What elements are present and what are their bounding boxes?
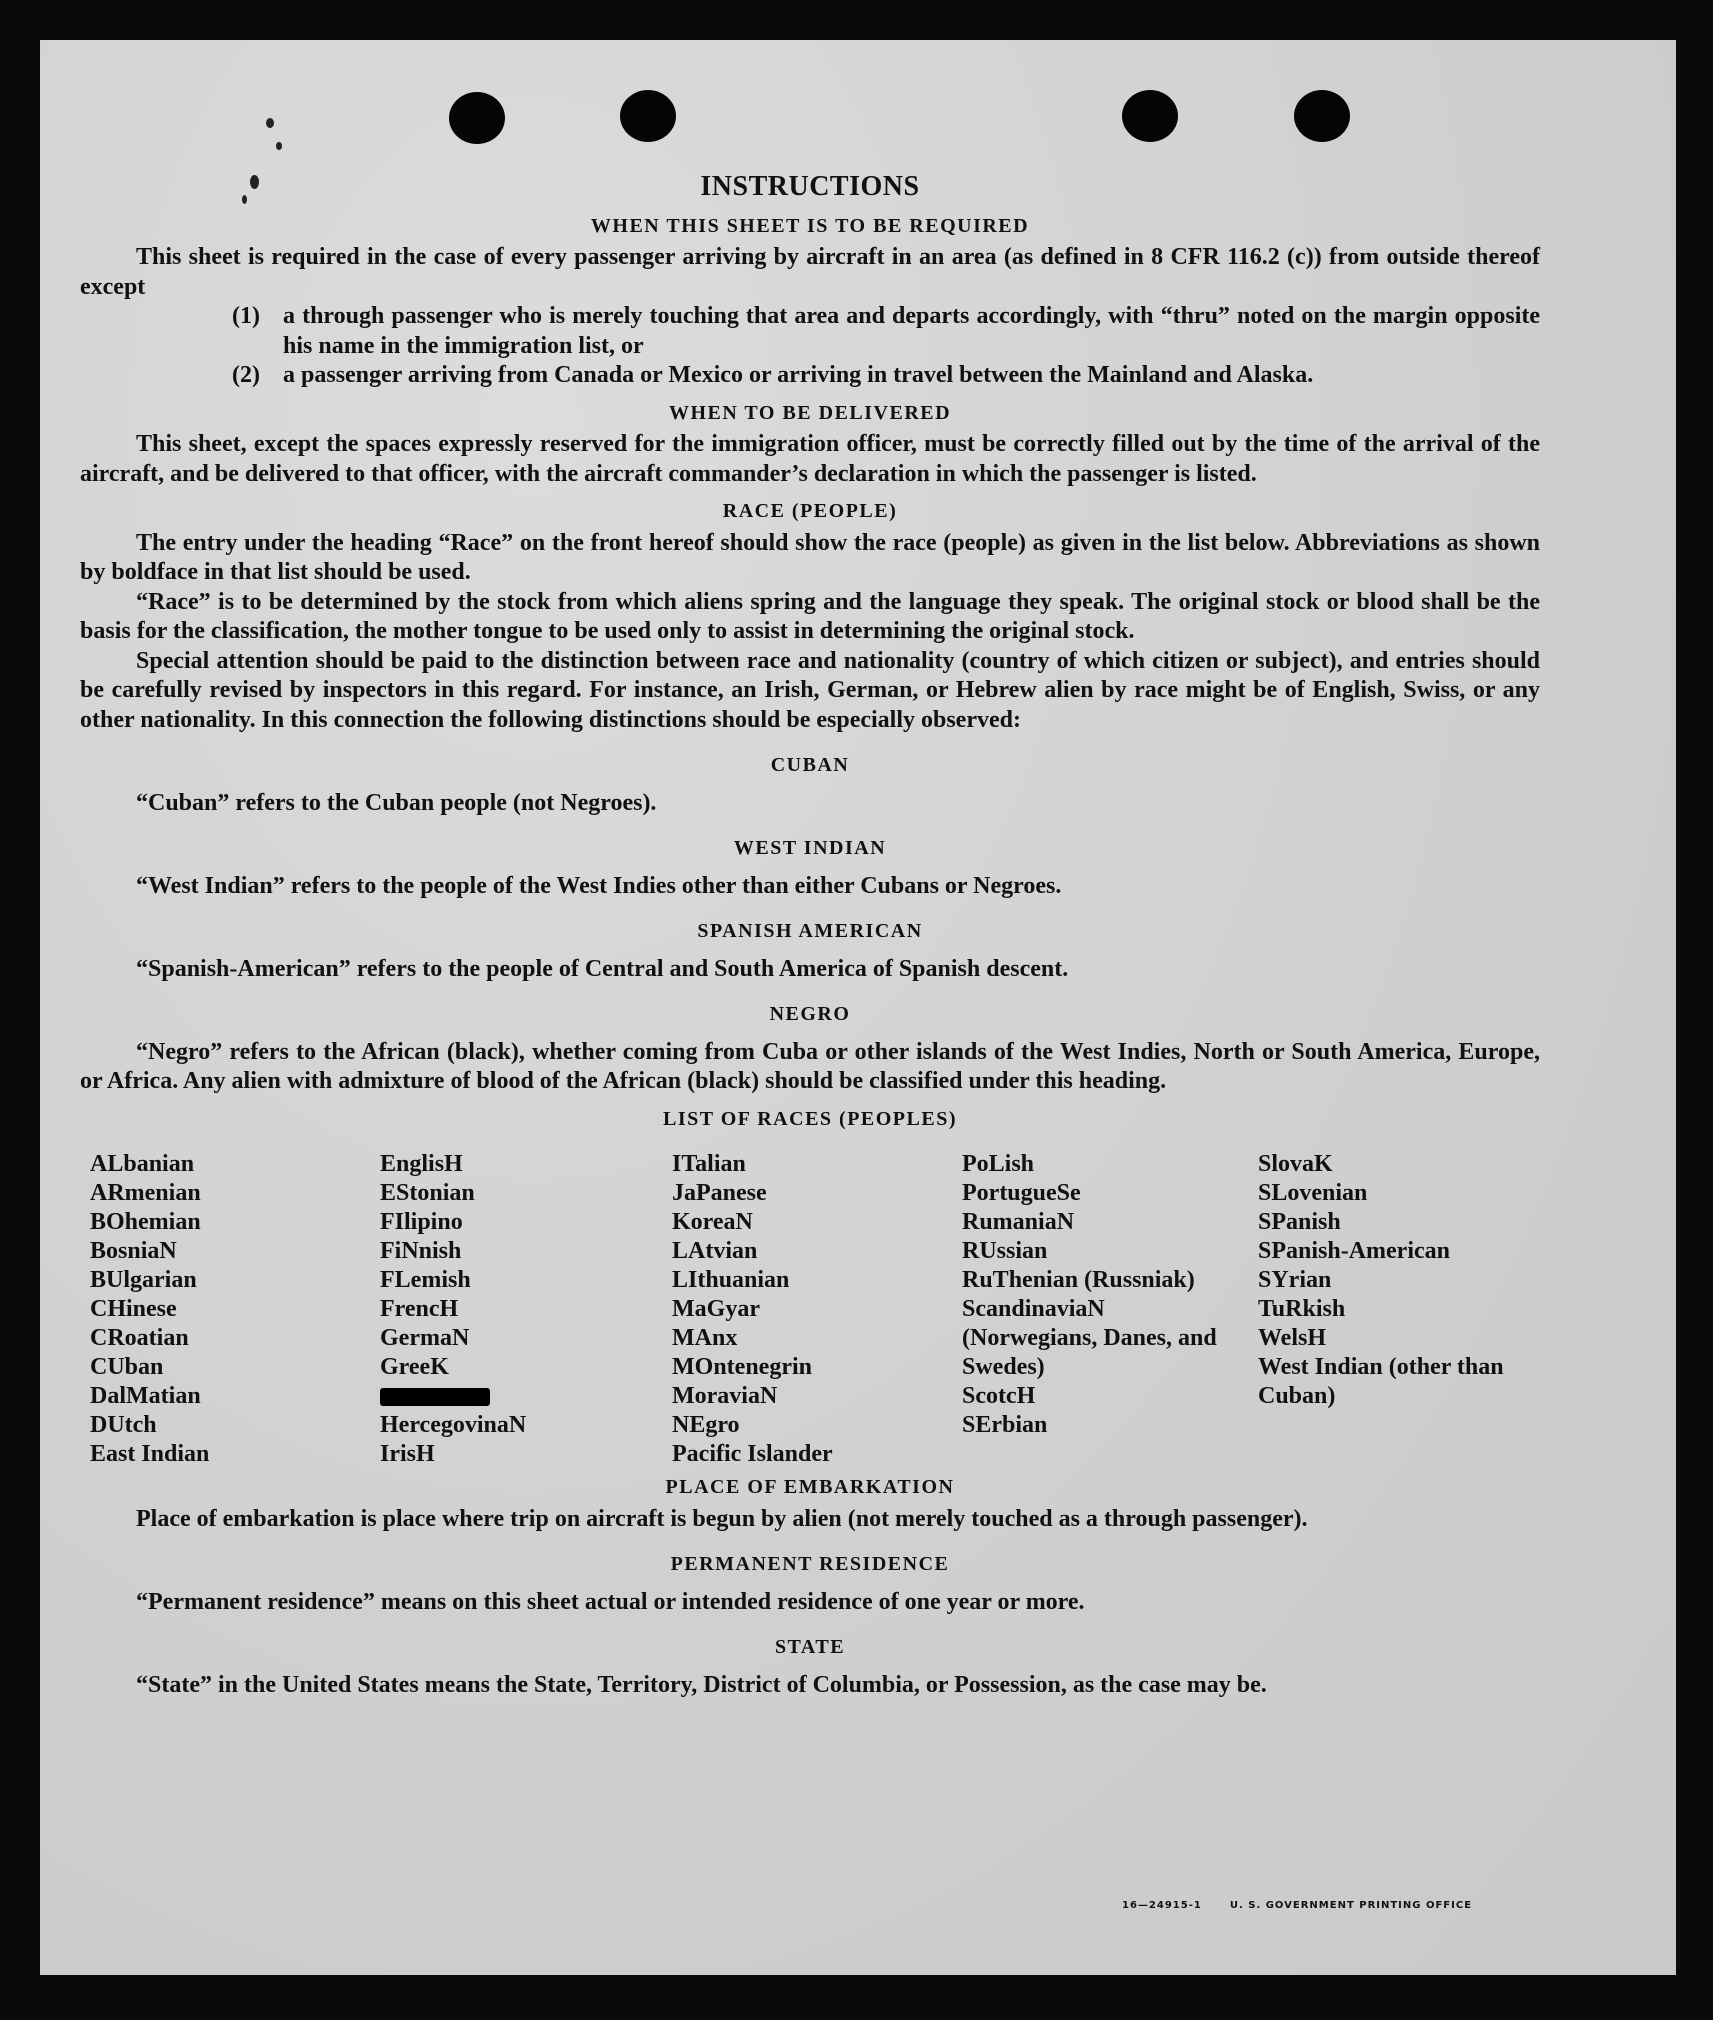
race-entry: BosniaN [90,1238,177,1264]
exception-number: (1) [232,303,260,329]
race-entry: West Indian (other than Cuban) [1258,1354,1504,1409]
heading-cuban: CUBAN [770,754,850,776]
race-entry: EStonian [380,1180,475,1206]
race-entry: Pacific Islander [672,1441,833,1467]
race-entry: WelsH [1258,1325,1327,1351]
race-entry: PoLish [962,1151,1035,1177]
race-entry: ALbanian [90,1151,195,1177]
race-entry: KoreaN [672,1209,753,1235]
race-entry: ARmenian [90,1180,201,1206]
heading-when-required: WHEN THIS SHEET IS TO BE REQUIRED [590,214,1030,237]
race-entry: BUlgarian [90,1267,197,1293]
race-entry: HercegovinaN [380,1412,527,1438]
heading-west-indian: WEST INDIAN [733,837,887,859]
race-entry: CHinese [90,1296,177,1322]
race-entry: LAtvian [672,1238,758,1264]
heading-spanish-american: SPANISH AMERICAN [697,920,923,942]
form-code: 16—24915-1 [1122,1900,1202,1911]
exception-number: (2) [232,362,260,388]
heading-permanent-residence: PERMANENT RESIDENCE [670,1553,950,1575]
race-entry: PortugueSe [962,1180,1081,1206]
race-entry: BOhemian [90,1209,201,1235]
race-column [1258,1150,1550,1469]
ink-speck [266,118,274,128]
race-column [672,1150,962,1469]
race-entry: RUssian [962,1238,1048,1264]
race-entry: SYrian [1258,1267,1332,1293]
required-intro: This sheet is required in the case of every passenger arriving by aircraft in an area (as defined in 8 CFR 116.2 (c)) from outside thereof except [80,244,1540,300]
race-entry: MOntenegrin [672,1354,812,1380]
race-entry: ScotcH [962,1383,1036,1409]
race-entry: FiNnish [380,1238,462,1264]
state-text: “State” in the United States means the State, Territory, District of Columbia, or Possession, as the case may be. [136,1671,1267,1698]
redacted-entry [380,1382,672,1411]
race-entry: NEgro [672,1412,740,1438]
race-entry: RumaniaN [962,1209,1075,1235]
heading-race: RACE (PEOPLE) [722,500,898,522]
race-entry: FrencH [380,1296,459,1322]
punch-hole [1122,90,1178,142]
exception-item [80,302,1540,361]
race-entry: TuRkish [1258,1296,1346,1322]
document-sheet [40,40,1676,1975]
race-paragraph: Special attention should be paid to the distinction between race and nationality (country of which citizen or subject), and entries should be carefully revised by inspectors in this regard. For instance, an Irish, German, or Hebrew alien by race might be of English, Swiss, or any other nationality. In this connection the following distinctions should be especially observed: [80,647,1540,733]
cuban-definition: “Cuban” refers to the Cuban people (not Negroes). [136,789,657,816]
race-entry: CUban [90,1354,164,1380]
race-list [90,1150,1540,1469]
heading-list-of-races: LIST OF RACES (PEOPLES) [662,1107,957,1130]
instructions-content [80,172,1540,1700]
heading-embarkation: PLACE OF EMBARKATION [665,1476,955,1498]
race-entry: EnglisH [380,1151,463,1177]
printer-imprint [1122,1900,1472,1911]
race-entry: DUtch [90,1412,157,1438]
punch-hole [449,92,505,144]
race-entry: SErbian [962,1412,1048,1438]
race-entry: SlovaK [1258,1151,1333,1177]
race-entry: JaPanese [672,1180,767,1206]
race-column [962,1150,1258,1469]
page-title: INSTRUCTIONS [700,171,920,202]
race-entry: DalMatian [90,1383,201,1409]
negro-definition: “Negro” refers to the African (black), whether coming from Cuba or other islands of the West Indies, North or South America, Europe, or Africa. Any alien with admixture of blood of the African (black) should be classified under this heading. [80,1038,1540,1094]
exception-text: a through passenger who is merely touching that area and departs accordingly, with “thru” noted on the margin opposite his name in the immigration list, or [283,303,1540,359]
race-entry: SLovenian [1258,1180,1368,1206]
exception-text: a passenger arriving from Canada or Mexico or arriving in travel between the Mainland and Alaska. [283,362,1314,388]
spanish-american-definition: “Spanish-American” refers to the people of Central and South America of Spanish descent. [136,955,1069,982]
race-paragraph: “Race” is to be determined by the stock from which aliens spring and the language they speak. The original stock or blood shall be the basis for the classification, the mother tongue to be used only to assist in determining the original stock. [80,588,1540,644]
race-entry: RuThenian (Russniak) [962,1267,1195,1293]
race-entry: SPanish [1258,1209,1341,1235]
race-entry: SPanish-American [1258,1238,1450,1264]
punch-hole [1294,90,1350,142]
residence-text: “Permanent residence” means on this sheet actual or intended residence of one year or more. [136,1588,1085,1615]
race-entry: FLemish [380,1267,471,1293]
heading-negro: NEGRO [769,1003,851,1025]
heading-state: STATE [774,1636,846,1658]
race-entry: MoraviaN [672,1383,778,1409]
ink-speck [276,142,282,150]
redaction-mark [380,1388,490,1406]
race-entry: LIthuanian [672,1267,790,1293]
race-paragraph: The entry under the heading “Race” on the front hereof should show the race (people) as given in the list below. Abbreviations as shown by boldface in that list should be used. [80,529,1540,585]
west-indian-definition: “West Indian” refers to the people of the West Indies other than either Cubans or Negroes. [136,872,1062,899]
exception-item [80,361,1540,391]
race-column [90,1150,380,1469]
race-entry: GermaN [380,1325,470,1351]
race-entry: CRoatian [90,1325,189,1351]
race-entry: ITalian [672,1151,746,1177]
embarkation-text: Place of embarkation is place where trip on aircraft is begun by alien (not merely touched as a through passenger). [136,1505,1308,1532]
race-entry: East Indian [90,1441,210,1467]
race-entry: GreeK [380,1354,449,1380]
delivery-text: This sheet, except the spaces expressly reserved for the immigration officer, must be correctly filled out by the time of the arrival of the aircraft, and be delivered to that officer, with the aircraft commander’s declaration in which the passenger is listed. [80,431,1540,487]
race-entry: ScandinaviaN (Norwegians, Danes, and Swedes) [962,1296,1217,1380]
race-entry: MAnx [672,1325,738,1351]
heading-when-delivered: WHEN TO BE DELIVERED [668,401,952,424]
printer-name: U. S. GOVERNMENT PRINTING OFFICE [1229,1900,1473,1911]
race-column [380,1150,672,1469]
race-entry: FIlipino [380,1209,463,1235]
punch-hole [620,90,676,142]
race-entry: IrisH [380,1441,435,1467]
race-entry: MaGyar [672,1296,760,1322]
